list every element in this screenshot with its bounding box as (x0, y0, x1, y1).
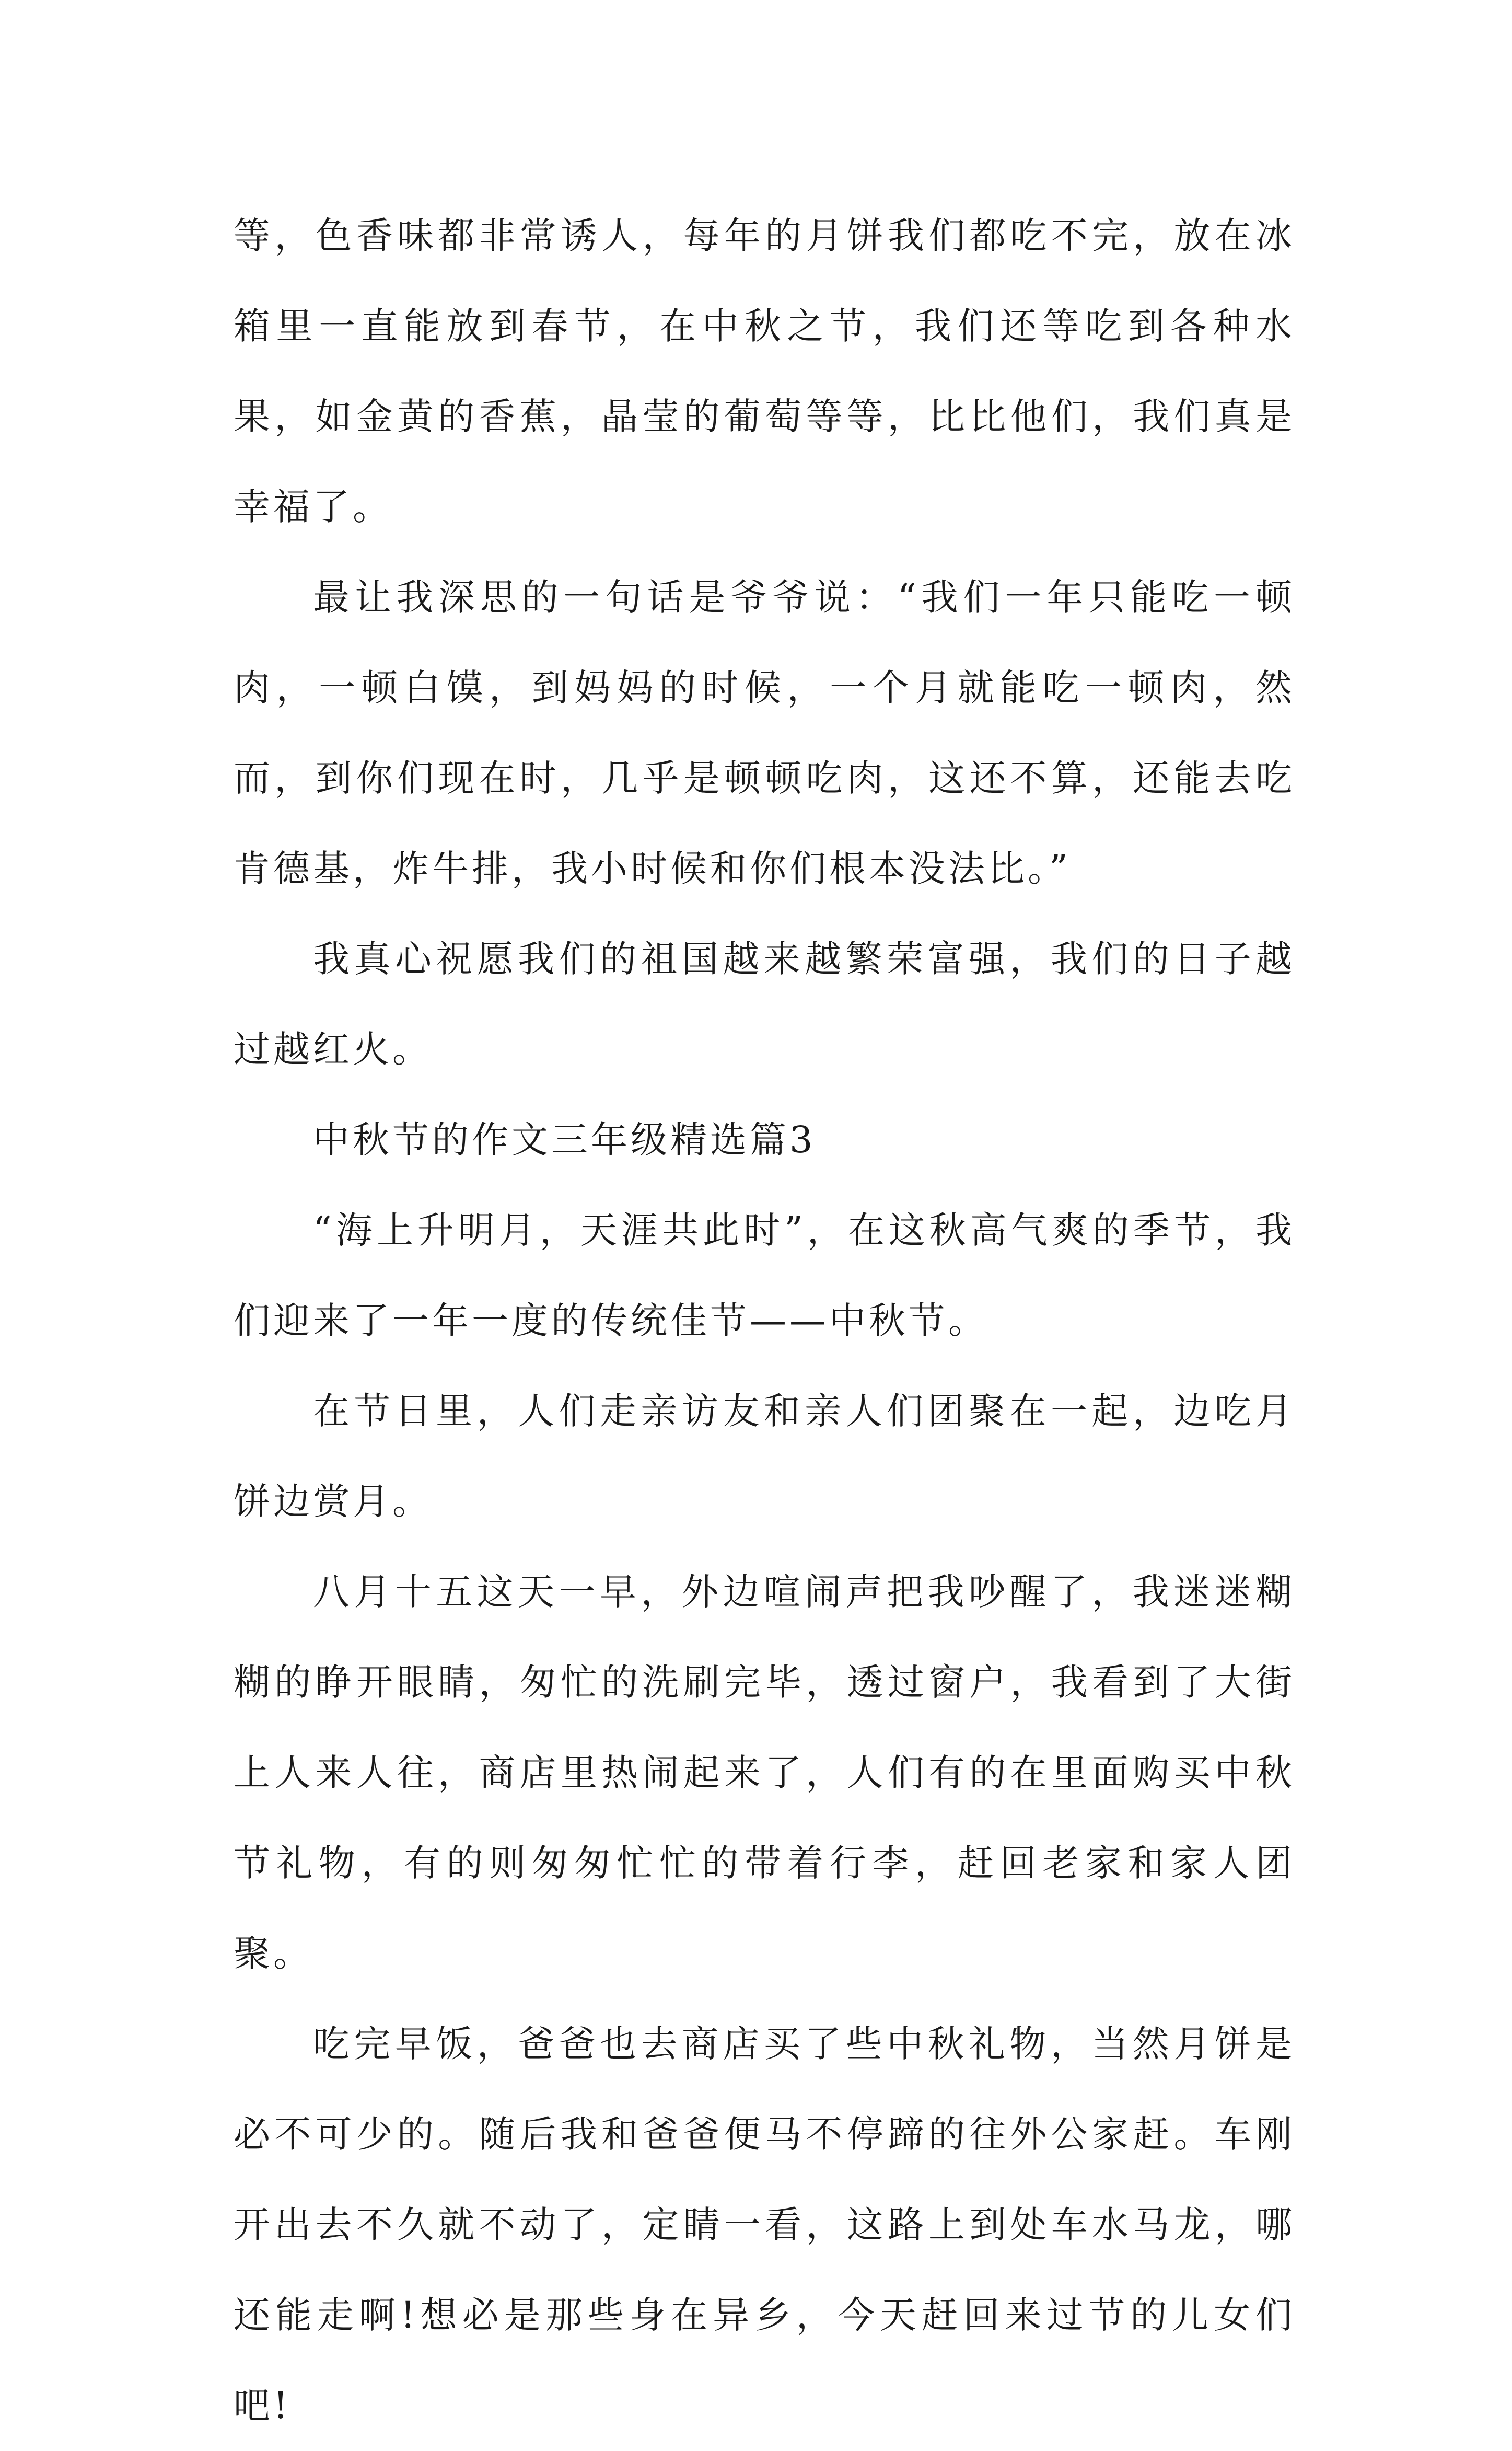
paragraph: 最让我深思的一句话是爷爷说：“我们一年只能吃一顿肉，一顿白馍，到妈妈的时候，一个月就能吃一顿肉，然而，到你们现在时，几乎是顿顿吃肉，这还不算，还能去吃肯德基，炸牛排，我小时候和你们根本没法比。” (234, 576, 1295, 890)
paragraph: 吃完早饭，爸爸也去商店买了些中秋礼物，当然月饼是必不可少的。随后我和爸爸便马不停蹄的往外公家赶。车刚开出去不久就不动了，定睛一看，这路上到处车水马龙，哪还能走啊!想必是那些身在异乡，今天赶回来过节的儿女们吧! (234, 2022, 1295, 2427)
paragraph: “海上升明月，天涯共此时”，在这秋高气爽的季节，我们迎来了一年一度的传统佳节——中秋节。 (234, 1209, 1295, 1342)
paragraph: 八月十五这天一早，外边喧闹声把我吵醒了，我迷迷糊糊的睁开眼睛，匆忙的洗刷完毕，透过窗户，我看到了大街上人来人往，商店里热闹起来了，人们有的在里面购买中秋节礼物，有的则匆匆忙忙的带着行李，赶回老家和家人团聚。 (234, 1570, 1295, 1975)
paragraph: 在节日里，人们走亲访友和亲人们团聚在一起，边吃月饼边赏月。 (234, 1390, 1295, 1523)
paragraph: 我真心祝愿我们的祖国越来越繁荣富强，我们的日子越过越红火。 (234, 938, 1295, 1071)
section-heading: 中秋节的作文三年级精选篇3 (313, 1118, 816, 1161)
document-body (234, 191, 1295, 2451)
paragraph: 等，色香味都非常诱人，每年的月饼我们都吃不完，放在冰箱里一直能放到春节，在中秋之节，我们还等吃到各种水果，如金黄的香蕉，晶莹的葡萄等等，比比他们，我们真是幸福了。 (234, 214, 1295, 528)
